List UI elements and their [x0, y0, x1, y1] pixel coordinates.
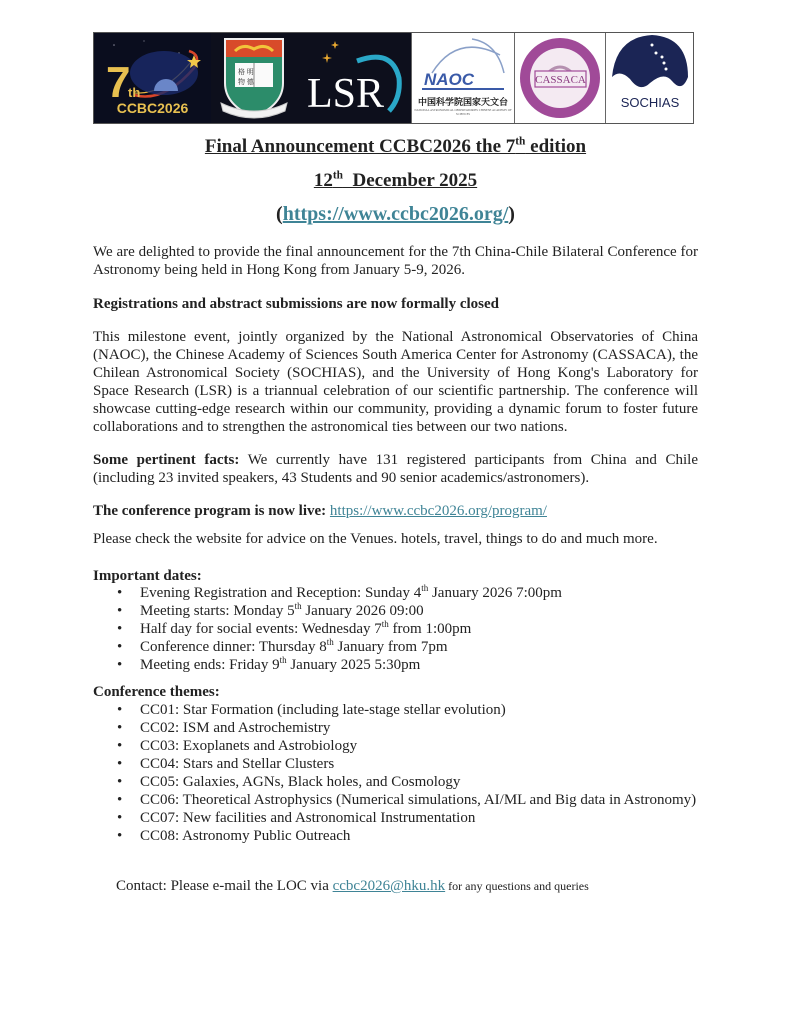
bullet-icon: • [117, 639, 123, 655]
svg-text:th: th [128, 85, 141, 100]
bullet-icon: • [117, 720, 123, 736]
date-item: • Evening Registration and Reception: Sunday 4th January 2026 7:00pm [117, 583, 562, 601]
bullet-icon: • [117, 603, 123, 619]
program-link[interactable]: https://www.ccbc2026.org/program/ [329, 503, 547, 519]
date-item: • Meeting ends: Friday 9th January 2025 5:30pm [117, 655, 421, 673]
svg-text:NAOC: NAOC [424, 70, 475, 89]
date-item: • Conference dinner: Thursday 8th January from 7pm [117, 637, 448, 655]
bullet-icon: • [117, 621, 123, 637]
contact-line: Contact: Please e-mail the LOC via ccbc2026@hku.hk for any questions and queries [116, 878, 589, 894]
program-label: The conference program is now live: [93, 503, 327, 519]
facts-text: We currently have 131 registered participants from China and Chile (including 23 invited speakers, 43 Students and 90 senior academics/astronomers). [93, 452, 698, 486]
theme-item: • CC05: Galaxies, AGNs, Black holes, and Cosmology [117, 774, 461, 790]
themes-heading: Conference themes: [93, 684, 220, 700]
svg-text:CASSACA: CASSACA [535, 74, 586, 86]
website-url-line: (https://www.ccbc2026.org/) [276, 203, 515, 225]
sochias-constellation-icon [606, 33, 693, 123]
bullet-icon: • [117, 702, 123, 718]
svg-text:SOCHIAS: SOCHIAS [620, 95, 680, 110]
theme-item: • CC08: Astronomy Public Outreach [117, 828, 351, 844]
contact-email-link[interactable]: ccbc2026@hku.hk [332, 878, 446, 894]
sochias-logo [605, 33, 693, 123]
intro-paragraph: We are delighted to provide the final announcement for the 7th China-Chile Bilateral Conference for Astronomy being held in Hong Kong from January 5-9, 2026. [93, 244, 698, 278]
theme-item: • CC04: Stars and Stellar Clusters [117, 756, 335, 772]
announcement-title: Final Announcement CCBC2026 the 7th edition [204, 135, 587, 157]
announcement-date: 12th December 2025 [313, 169, 478, 191]
svg-text:格 明: 格 明 [238, 68, 254, 76]
cassaca-logo [514, 33, 605, 123]
website-link[interactable]: https://www.ccbc2026.org/ [282, 203, 509, 225]
theme-item: • CC07: New facilities and Astronomical Instrumentation [117, 810, 476, 826]
ccbc-logo-text: CCBC2026 [116, 100, 189, 116]
svg-text:物 德: 物 德 [238, 78, 254, 86]
cassaca-seal-icon [515, 33, 605, 123]
bullet-icon: • [117, 792, 123, 808]
lsr-arc-icon [297, 33, 411, 123]
hku-shield-icon [211, 33, 297, 123]
bullet-icon: • [117, 585, 123, 601]
bullet-icon: • [117, 810, 123, 826]
logo-strip [93, 32, 694, 124]
date-item: • Meeting starts: Monday 5th January 2026 09:00 [117, 601, 424, 619]
themes-list [93, 701, 698, 845]
svg-text:LSR: LSR [307, 71, 385, 117]
bullet-icon: • [117, 774, 123, 790]
bullet-icon: • [117, 657, 123, 673]
facts-paragraph [93, 451, 698, 487]
bullet-icon: • [117, 756, 123, 772]
important-dates-list [93, 584, 698, 674]
date-item: • Half day for social events: Wednesday 7th from 1:00pm [117, 619, 472, 637]
bullet-icon: • [117, 738, 123, 754]
naoc-chinese-name: 中国科学院国家天文台 [417, 97, 508, 107]
website-note: Please check the website for advice on the Venues. hotels, travel, things to do and much more. [93, 531, 658, 547]
program-line [93, 502, 698, 520]
naoc-logo [411, 33, 514, 123]
svg-text:7: 7 [106, 58, 131, 107]
bullet-icon: • [117, 828, 123, 844]
hku-crest-logo [211, 33, 297, 123]
ccbc2026-logo [94, 33, 211, 123]
lsr-logo [297, 33, 411, 123]
facts-label: Some pertinent facts: [93, 452, 240, 468]
important-dates-heading: Important dates: [93, 568, 202, 584]
theme-item: • CC02: ISM and Astrochemistry [117, 720, 331, 736]
naoc-english-name: NATIONAL ASTRONOMICAL OBSERVATORIES CHINESE ACADEMY OF SCIENCES [414, 108, 512, 116]
milestone-paragraph: This milestone event, jointly organized by the National Astronomical Observatories of China (NAOC), the Chinese Academy of Sciences South America Center for Astronomy (CASSACA), the Chilean Astronomical Society (SOCHIAS), and the University of Hong Kong's Laboratory for Space Research (LSR) is a triannual celebration of our scientific partnership. The conference will showcase cutting-edge research within our community, providing a dynamic forum to foster future collaborations and to strengthen the astronomical ties between our two nations. [93, 329, 698, 435]
theme-item: • CC03: Exoplanets and Astrobiology [117, 738, 358, 754]
theme-item: • CC01: Star Formation (including late-stage stellar evolution) [117, 702, 506, 718]
theme-item: • CC06: Theoretical Astrophysics (Numerical simulations, AI/ML and Big data in Astronomy) [117, 792, 697, 808]
registration-closed-notice: Registrations and abstract submissions are now formally closed [93, 296, 499, 312]
